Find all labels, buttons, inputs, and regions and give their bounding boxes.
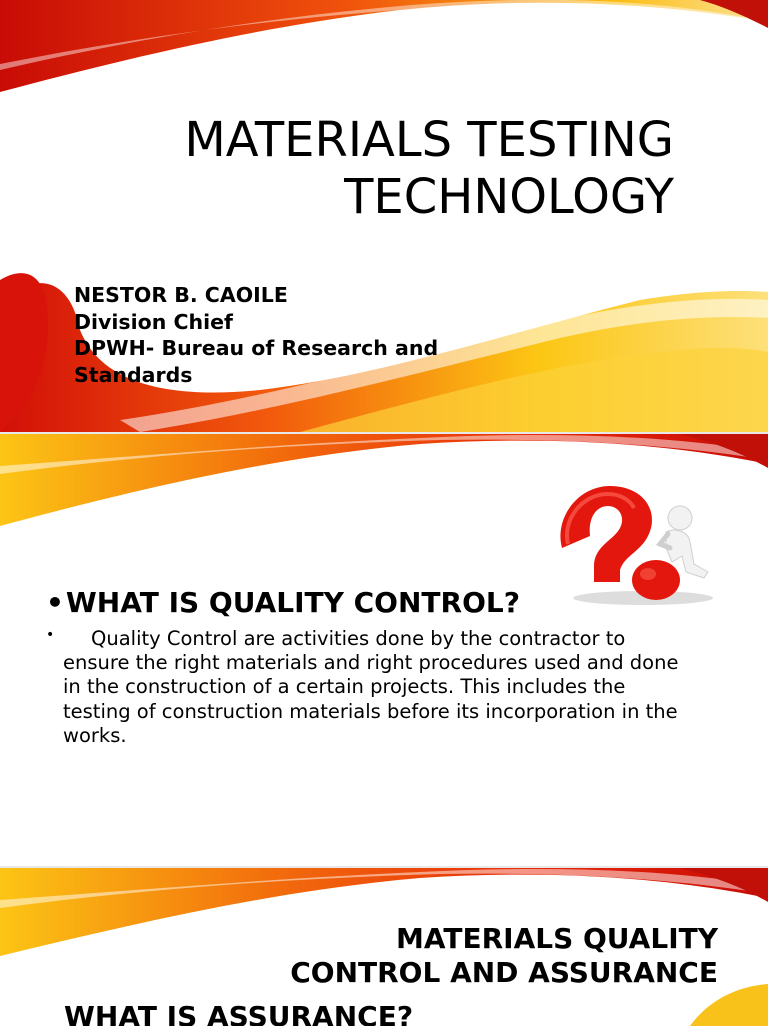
author-block (74, 282, 438, 388)
author-office: DPWH- Bureau of Research and (74, 336, 439, 360)
section-heading (46, 586, 520, 619)
slide-title (184, 112, 674, 226)
bullet: • (46, 627, 55, 643)
slide-title (290, 922, 718, 990)
title-line: MATERIALS TESTING (184, 112, 674, 168)
bullet: • (46, 586, 64, 619)
heading-text: WHAT IS QUALITY CONTROL? (65, 586, 520, 619)
section-heading: WHAT IS ASSURANCE? (64, 1000, 414, 1026)
quality-assurance-slide (0, 866, 768, 1026)
question-mark-thinker-icon (548, 478, 718, 608)
author-position: Division Chief (74, 309, 233, 334)
title-slide (0, 0, 768, 432)
body-text: Quality Control are activities done by the contractor to ensure the right materials and right procedures used and done in the construction of a certain projects. This includes the testing of construction materials before its incorporation in the works. (63, 627, 679, 747)
author-office-continued: Standards (74, 362, 193, 387)
quality-control-slide (0, 432, 768, 868)
body-paragraph (46, 627, 686, 748)
title-line: CONTROL AND ASSURANCE (290, 956, 718, 989)
title-line: TECHNOLOGY (344, 169, 674, 225)
title-line: MATERIALS QUALITY (396, 922, 718, 955)
author-name: NESTOR B. CAOILE (74, 283, 288, 307)
